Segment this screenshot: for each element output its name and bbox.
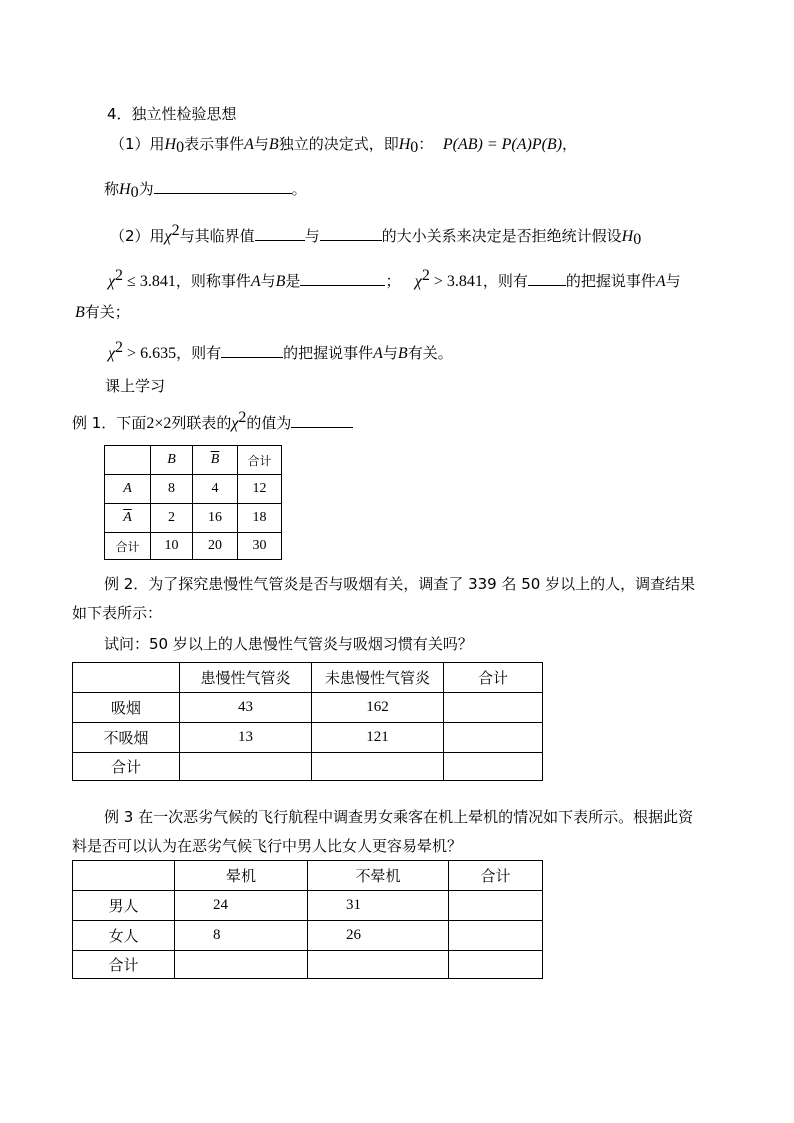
table-cell [175,951,308,979]
table-cell: 16 [193,504,238,533]
table-cell: 合计 [105,533,151,560]
example3-line2: 料是否可以认为在恶劣气候飞行中男人比女人更容易晕机？ [72,837,463,855]
table-row [73,723,543,753]
table-cell [449,891,543,921]
table-cell: $\overline{A}$ [105,504,151,533]
section-title: 4．独立性检验思想 [107,105,237,123]
table-cell: 121 [312,723,444,753]
table-row [105,533,282,560]
table-cell [308,951,449,979]
answer-blank[interactable] [320,226,382,241]
table-row [105,475,282,504]
table-cell: 晕机 [175,861,308,891]
table-cell: 26 [308,921,449,951]
table-row [73,951,543,979]
table-cell: 18 [238,504,282,533]
table-header-row [73,663,543,693]
table-row [73,891,543,921]
answer-blank[interactable] [291,413,353,428]
table-header-row [73,861,543,891]
table-cell: 合计 [73,753,180,781]
table-cell: B [151,446,193,475]
table-cell: 30 [238,533,282,560]
table-header-row [105,446,282,475]
table-cell: 未患慢性气管炎 [312,663,444,693]
example1-question: 例 1．下面2×2列联表的$\chi^2$的值为 [72,408,353,434]
table-cell [444,723,543,753]
table-cell: 13 [180,723,312,753]
table-cell: 12 [238,475,282,504]
table-cell: 31 [308,891,449,921]
table-cell [312,753,444,781]
example1-table [104,445,282,560]
table-cell: 患慢性气管炎 [180,663,312,693]
answer-blank[interactable] [528,271,566,286]
answer-blank[interactable] [255,226,305,241]
table-cell [444,753,543,781]
answer-blank[interactable] [154,179,292,194]
table-cell [449,951,543,979]
table-cell [73,663,180,693]
table-cell: 合计 [238,446,282,475]
table-cell [105,446,151,475]
answer-blank[interactable] [300,271,385,286]
table-cell: 男人 [73,891,175,921]
table-row [105,504,282,533]
table-cell: 合计 [444,663,543,693]
table-row [73,921,543,951]
table-cell: 不吸烟 [73,723,180,753]
table-cell [444,693,543,723]
paragraph-threshold-3841: $\chi^2 \le 3.841$，则称事件A与B是 ； $\chi^2 > 3.841$，则有 的把握说事件A与 [108,267,681,290]
paragraph-critical-value: （2）用$\chi^2$与其临界值 与 的大小关系来决定是否拒绝统计假设$H_0$ [110,222,642,248]
table-cell: 8 [151,475,193,504]
example2-table [72,662,543,781]
table-cell: 2 [151,504,193,533]
paragraph-threshold-6635: $\chi^2 > 6.635$，则有 的把握说事件A与B有关。 [108,339,453,362]
table-cell: 吸烟 [73,693,180,723]
example2-line1: 例 2．为了探究患慢性气管炎是否与吸烟有关，调查了 339 名 50 岁以上的人，调查结果 [104,575,696,593]
table-cell: 10 [151,533,193,560]
example2-question: 试问：50 岁以上的人患慢性气管炎与吸烟习惯有关吗？ [104,635,473,653]
table-cell: 不晕机 [308,861,449,891]
table-cell: 4 [193,475,238,504]
table-cell [73,861,175,891]
paragraph-h0-name: 称$H_0$为 。 [104,180,307,201]
table-row [73,753,543,781]
paragraph-decision-formula: （1）用$H_0$表示事件A与B独立的决定式，即$H_0$： P(AB) = P(A)P(B)， [110,135,578,156]
table-cell [449,921,543,951]
table-cell: 合计 [73,951,175,979]
table-cell [180,753,312,781]
table-cell: $\overline{B}$ [193,446,238,475]
class-heading: 课上学习 [105,377,166,395]
example3-table [72,860,543,979]
table-cell: 20 [193,533,238,560]
example2-line2: 如下表所示： [72,604,163,622]
table-cell: 24 [175,891,308,921]
table-cell: 合计 [449,861,543,891]
table-cell: 8 [175,921,308,951]
independence-formula: P(AB) = P(A)P(B) [442,136,563,153]
table-row [73,693,543,723]
answer-blank[interactable] [221,343,283,358]
paragraph-threshold-cont: B有关； [75,303,130,321]
example3-line1: 例 3 在一次恶劣气候的飞行航程中调查男女乘客在机上晕机的情况如下表所示。根据此资 [104,808,694,826]
table-cell: 43 [180,693,312,723]
table-cell: 女人 [73,921,175,951]
table-cell: 162 [312,693,444,723]
table-cell: A [105,475,151,504]
